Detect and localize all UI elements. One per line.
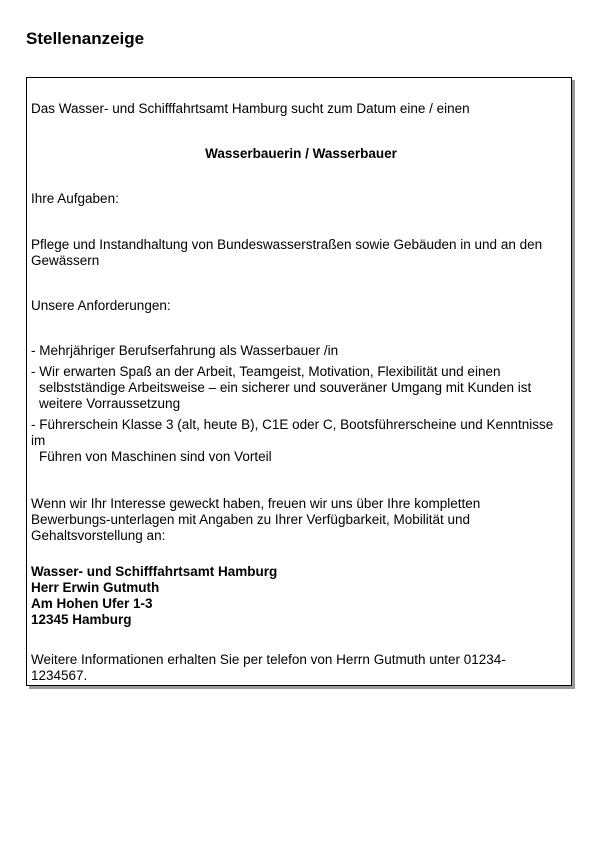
requirements-heading: Unsere Anforderungen: [31, 298, 171, 313]
requirement-line: im [31, 433, 46, 448]
closing-line: Gehaltsvorstellung an: [31, 528, 166, 543]
contact-address [31, 564, 571, 628]
closing-line: Wenn wir Ihr Interesse geweckt haben, freuen wir uns über Ihre kompletten [31, 496, 481, 511]
tasks-text [31, 237, 571, 269]
address-contact: Herr Erwin Gutmuth [31, 580, 160, 595]
address-organization: Wasser- und Schifffahrtsamt Hamburg [31, 564, 278, 579]
requirement-line: weitere Vorraussetzung [39, 396, 181, 411]
requirement-line: selbstständige Arbeitsweise – ein sicherer und souveräner Umgang mit Kunden ist [39, 380, 532, 395]
closing-text [31, 496, 571, 544]
info-line: Weitere Informationen erhalten Sie per telefon von Herrn Gutmuth unter 01234- [31, 652, 506, 667]
requirements-list [31, 343, 571, 465]
requirement-item [31, 343, 571, 359]
address-street: Am Hohen Ufer 1-3 [31, 596, 153, 611]
tasks-heading: Ihre Aufgaben: [31, 191, 119, 206]
requirement-line: - Mehrjähriger Berufserfahrung als Wasserbauer /in [31, 343, 339, 358]
info-text [31, 652, 571, 684]
intro-text: Das Wasser- und Schifffahrtsamt Hamburg sucht zum Datum eine / einen [31, 101, 470, 116]
tasks-text-line: Gewässern [31, 253, 100, 268]
tasks-text-line: Pflege und Instandhaltung von Bundeswasserstraßen sowie Gebäuden in und an den [31, 237, 543, 252]
requirement-line: - Führerschein Klasse 3 (alt, heute B), C1E oder C, Bootsführerscheine und Kenntnisse [31, 417, 554, 432]
closing-line: Bewerbungs-unterlagen mit Angaben zu Ihrer Verfügbarkeit, Mobilität und [31, 512, 471, 527]
info-line: 1234567. [31, 668, 88, 683]
job-ad-box [26, 77, 572, 686]
requirement-line: - Wir erwarten Spaß an der Arbeit, Teamgeist, Motivation, Flexibilität und einen [31, 364, 501, 379]
address-city: 12345 Hamburg [31, 612, 132, 627]
page-title: Stellenanzeige [26, 29, 145, 48]
requirement-item [31, 364, 571, 412]
requirement-line: Führen von Maschinen sind von Vorteil [39, 449, 272, 464]
job-title: Wasserbauerin / Wasserbauer [205, 146, 397, 161]
requirement-item [31, 417, 571, 465]
